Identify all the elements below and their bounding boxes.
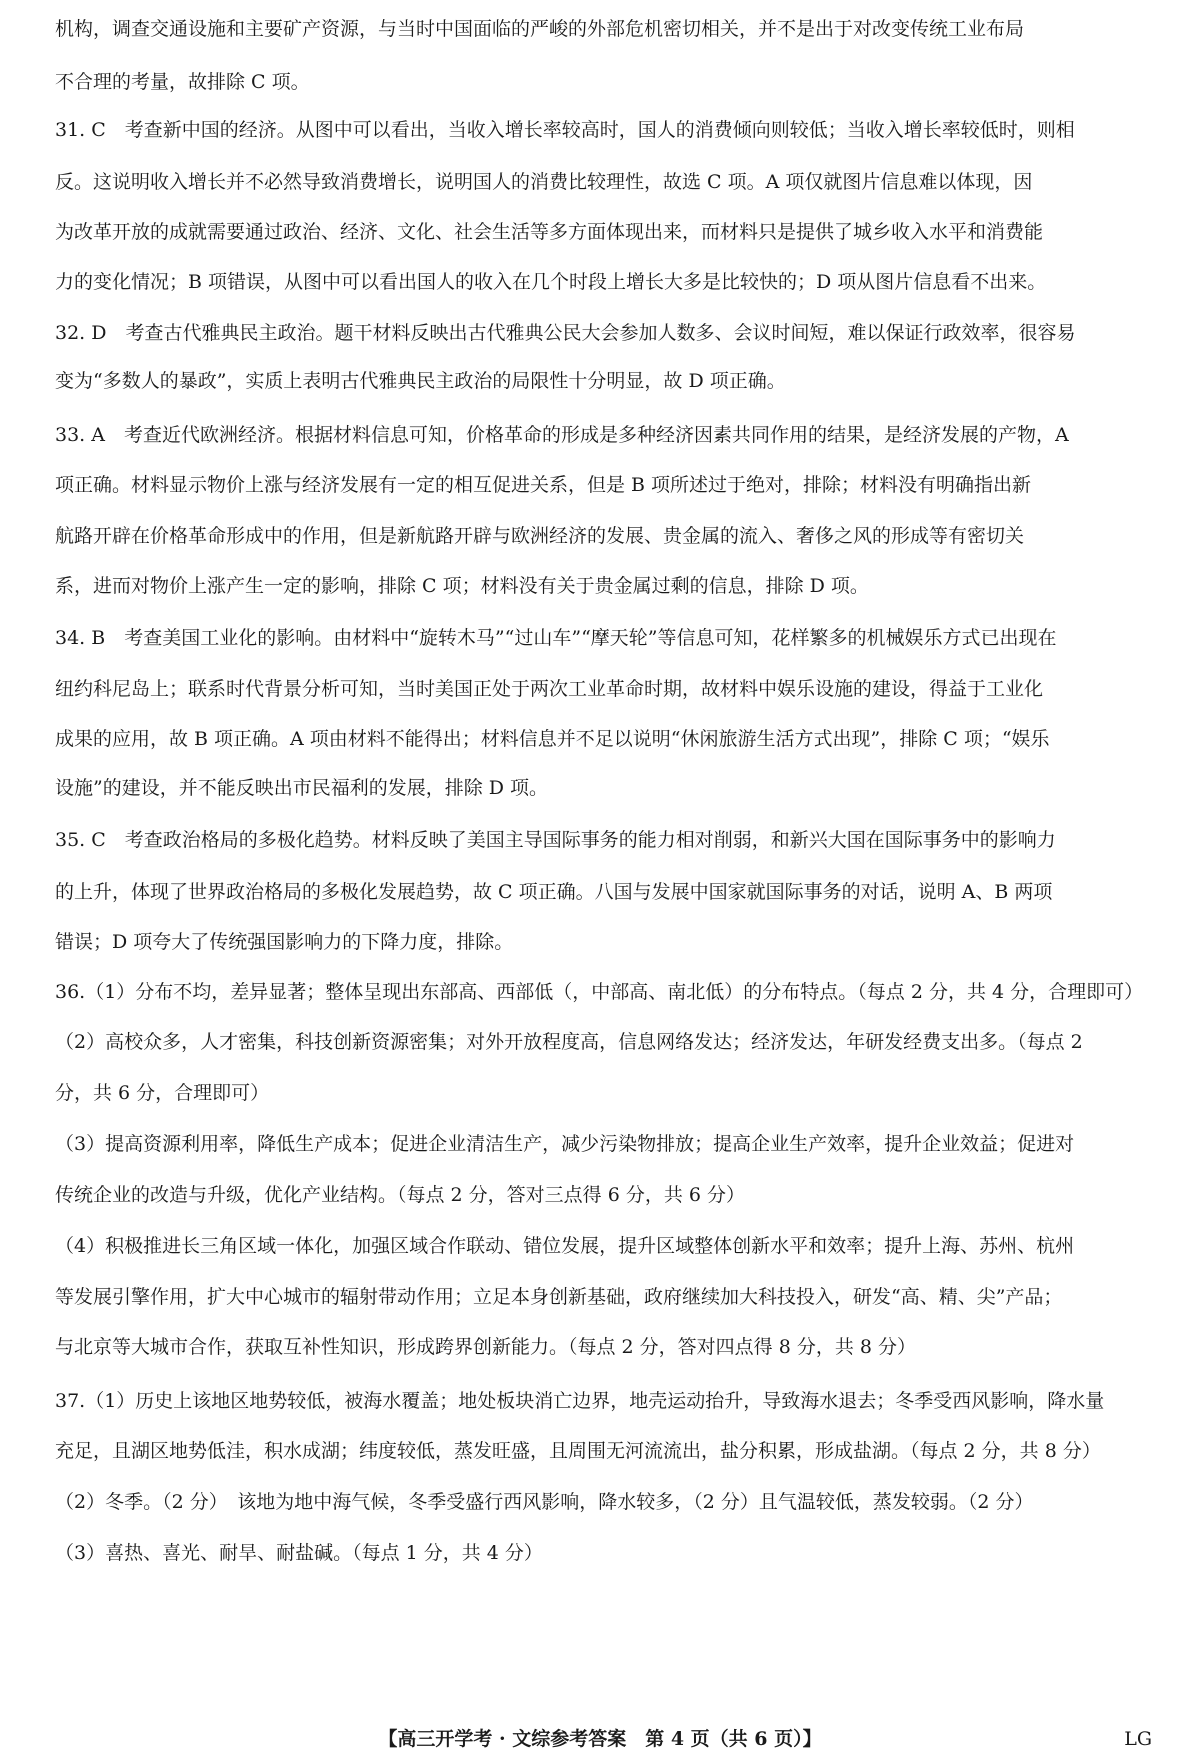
text-line: 成果的应用，故 B 项正确。A 项由材料不能得出；材料信息并不足以说明“休闲旅游生活方式出现”，排除 C 项；“娱乐 — [55, 728, 1050, 750]
answer-37-line: 37.（1）历史上该地区地势较低，被海水覆盖；地处板块消亡边界，地壳运动抬升，导致海水退去；冬季受西风影响，降水量 — [55, 1390, 1105, 1412]
text-line: 传统企业的改造与升级，优化产业结构。（每点 2 分，答对三点得 6 分，共 6 分） — [55, 1184, 746, 1206]
text-line: 不合理的考量，故排除 C 项。 — [55, 71, 310, 93]
answer-31-line: 31. C 考查新中国的经济。从图中可以看出，当收入增长率较高时，国人的消费倾向则较低；当收入增长率较低时，则相 — [55, 119, 1075, 141]
answer-32-line: 32. D 考查古代雅典民主政治。题干材料反映出古代雅典公民大会参加人数多、会议时间短，难以保证行政效率，很容易 — [55, 322, 1076, 344]
text-line: 系，进而对物价上涨产生一定的影响，排除 C 项；材料没有关于贵金属过剩的信息，排除 D 项。 — [55, 575, 869, 597]
text-line: 纽约科尼岛上；联系时代背景分析可知，当时美国正处于两次工业革命时期，故材料中娱乐设施的建设，得益于工业化 — [55, 678, 1044, 700]
text-line: 项正确。材料显示物价上涨与经济发展有一定的相互促进关系，但是 B 项所述过于绝对，排除；材料没有明确指出新 — [55, 474, 1032, 496]
text-line: （3）喜热、喜光、耐旱、耐盐碱。（每点 1 分，共 4 分） — [55, 1542, 543, 1564]
footer-code: LG — [1124, 1728, 1152, 1750]
text-line: 的上升，体现了世界政治格局的多极化发展趋势，故 C 项正确。八国与发展中国家就国际事务的对话，说明 A、B 两项 — [55, 881, 1053, 903]
text-line: （2）冬季。（2 分） 该地为地中海气候，冬季受盛行西风影响，降水较多，（2 分）且气温较低，蒸发较弱。（2 分） — [55, 1491, 1034, 1513]
answer-36-line: 36.（1）分布不均，差异显著；整体呈现出东部高、西部低（，中部高、南北低）的分布特点。（每点 2 分，共 4 分，合理即可） — [55, 981, 1144, 1003]
text-line: 为改革开放的成就需要通过政治、经济、文化、社会生活等多方面体现出来，而材料只是提供了城乡收入水平和消费能 — [55, 221, 1044, 243]
text-line: （3）提高资源利用率，降低生产成本；促进企业清洁生产，减少污染物排放；提高企业生产效率，提升企业效益；促进对 — [55, 1133, 1075, 1155]
text-line: 充足，且湖区地势低洼，积水成湖；纬度较低，蒸发旺盛，且周围无河流流出，盐分积累，形成盐湖。（每点 2 分，共 8 分） — [55, 1440, 1101, 1462]
text-line: 等发展引擎作用，扩大中心城市的辐射带动作用；立足本身创新基础，政府继续加大科技投入，研发“高、精、尖”产品； — [55, 1286, 1063, 1308]
text-line: 分，共 6 分，合理即可） — [55, 1082, 270, 1104]
text-line: 设施”的建设，并不能反映出市民福利的发展，排除 D 项。 — [55, 777, 549, 799]
text-line: （2）高校众多，人才密集，科技创新资源密集；对外开放程度高，信息网络发达；经济发达，年研发经费支出多。（每点 2 — [55, 1031, 1083, 1053]
text-line: 力的变化情况；B 项错误，从图中可以看出国人的收入在几个时段上增长大多是比较快的；D 项从图片信息看不出来。 — [55, 271, 1047, 293]
text-line: 航路开辟在价格革命形成中的作用，但是新航路开辟与欧洲经济的发展、贵金属的流入、奢侈之风的形成等有密切关 — [55, 525, 1025, 547]
text-line: （4）积极推进长三角区域一体化，加强区域合作联动、错位发展，提升区域整体创新水平和效率；提升上海、苏州、杭州 — [55, 1235, 1075, 1257]
page-footer: 【高三开学考 · 文综参考答案 第 4 页（共 6 页）】 — [378, 1728, 822, 1750]
answer-35-line: 35. C 考查政治格局的多极化趋势。材料反映了美国主导国际事务的能力相对削弱，和新兴大国在国际事务中的影响力 — [55, 829, 1056, 851]
answer-33-line: 33. A 考查近代欧洲经济。根据材料信息可知，价格革命的形成是多种经济因素共同作用的结果，是经济发展的产物，A — [55, 424, 1069, 446]
text-line: 机构，调查交通设施和主要矿产资源，与当时中国面临的严峻的外部危机密切相关，并不是出于对改变传统工业布局 — [55, 18, 1025, 40]
text-line: 变为“多数人的暴政”，实质上表明古代雅典民主政治的局限性十分明显，故 D 项正确。 — [55, 370, 786, 392]
answer-34-line: 34. B 考查美国工业化的影响。由材料中“旋转木马”“过山车”“摩天轮”等信息可知，花样繁多的机械娱乐方式已出现在 — [55, 627, 1057, 649]
text-line: 与北京等大城市合作，获取互补性知识，形成跨界创新能力。（每点 2 分，答对四点得 8 分，共 8 分） — [55, 1336, 917, 1358]
text-line: 反。这说明收入增长并不必然导致消费增长，说明国人的消费比较理性，故选 C 项。A 项仅就图片信息难以体现，因 — [55, 171, 1033, 193]
text-line: 错误；D 项夸大了传统强国影响力的下降力度，排除。 — [55, 931, 514, 953]
